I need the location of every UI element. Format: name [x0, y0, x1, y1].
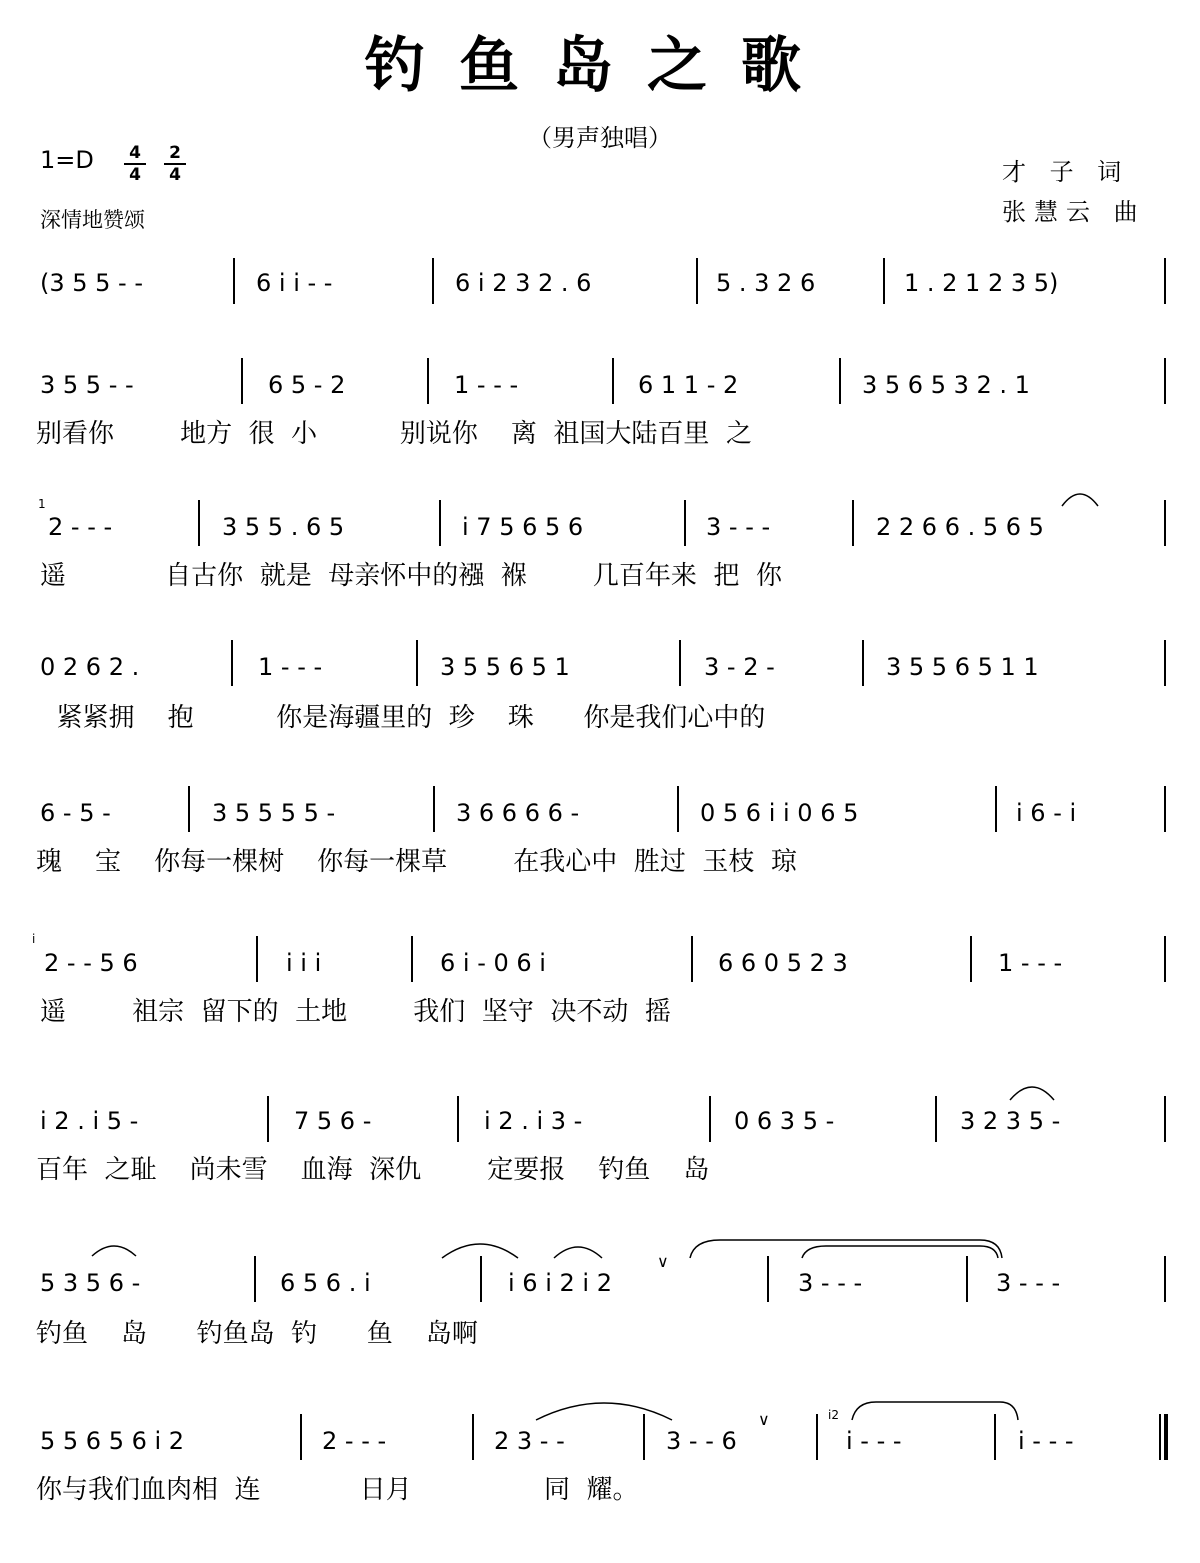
measure: 7 5 6 -: [294, 1107, 372, 1135]
subtitle: （男声独唱）: [528, 124, 672, 152]
slur-marks: [80, 1234, 1020, 1274]
measure: 2 - - 5 6: [44, 949, 138, 977]
slur-marks: [520, 1392, 1040, 1432]
measure: 6 i - 0 6 i: [440, 949, 546, 977]
composer-credit: 张慧云 曲: [1002, 198, 1146, 226]
lyrics-line: 百年 之耻 尚未雪 血海 深仇 定要报 钓鱼 岛: [36, 1155, 710, 1185]
measure: 6 5 6 . i: [280, 1269, 371, 1297]
measure: 6 6 0 5 2 3: [718, 949, 848, 977]
meter1-top: 4: [129, 143, 141, 163]
measure: 6 i i - -: [256, 269, 333, 297]
measure: 5 5 6 5 6 i 2: [40, 1427, 185, 1455]
time-signature-2-4: [164, 144, 186, 184]
measure: 2 3 - -: [494, 1427, 565, 1455]
measure: 1 - - -: [454, 371, 519, 399]
lyrics-line: 紧紧拥 抱 你是海疆里的 珍 珠 你是我们心中的: [40, 703, 766, 733]
measure: 5 3 5 6 -: [40, 1269, 141, 1297]
time-signature-4-4: [124, 144, 146, 184]
measure: 1 - - -: [998, 949, 1063, 977]
measure: i - - -: [1018, 1427, 1074, 1455]
measure: i i i: [286, 949, 322, 977]
measure: 2 - - -: [322, 1427, 387, 1455]
measure: i 2 . i 5 -: [40, 1107, 139, 1135]
measure: (3 5 5 - -: [40, 269, 144, 297]
measure: 3 6 6 6 6 -: [456, 799, 580, 827]
measure: i 7 5 6 5 6: [462, 513, 584, 541]
lyricist-credit: 才 子 词: [1002, 158, 1130, 186]
lyrics-line: 钓鱼 岛 钓鱼岛 钓 鱼 岛啊: [36, 1319, 478, 1349]
grace-note: i2: [828, 1408, 839, 1422]
lyrics-line: 你与我们血肉相 连 日月 同 耀。: [36, 1475, 639, 1505]
meter1-bottom: 4: [129, 165, 141, 185]
measure: 3 5 5 6 5 1: [440, 653, 570, 681]
measure: 3 5 5 6 5 1 1: [886, 653, 1039, 681]
lyrics-line: 别看你 地方 很 小 别说你 离 祖国大陆百里 之: [36, 419, 752, 449]
measure: 6 1 1 - 2: [638, 371, 739, 399]
measure: 3 5 5 - -: [40, 371, 134, 399]
lyrics-line: 遥 祖宗 留下的 土地 我们 坚守 决不动 摇: [40, 997, 671, 1027]
measure: 2 - - -: [48, 513, 113, 541]
measure: i 6 i 2 i 2: [508, 1269, 612, 1297]
breath-mark: ∨: [758, 1410, 770, 1429]
key-signature: 1=D: [40, 146, 94, 174]
tempo-marking: 深情地赞颂: [40, 208, 145, 232]
measure: 3 2 3 5 -: [960, 1107, 1061, 1135]
grace-note: 1: [38, 497, 46, 511]
grace-note: i: [32, 932, 36, 946]
measure: 1 - - -: [258, 653, 323, 681]
meter2-top: 2: [169, 143, 181, 163]
measure: 0 6 3 5 -: [734, 1107, 835, 1135]
measure: i - - -: [846, 1427, 902, 1455]
measure: i 6 - i: [1016, 799, 1077, 827]
measure: 6 i 2 3 2 . 6: [455, 269, 592, 297]
breath-mark: ∨: [657, 1252, 669, 1271]
measure: 3 5 5 . 6 5: [222, 513, 345, 541]
measure: 3 - - -: [798, 1269, 863, 1297]
measure: 3 - 2 -: [704, 653, 775, 681]
measure: 0 5 6 i i 0 6 5: [700, 799, 859, 827]
measure: 3 - - -: [706, 513, 771, 541]
measure: i 2 . i 3 -: [484, 1107, 583, 1135]
measure: 5 . 3 2 6: [716, 269, 816, 297]
measure: 2 2 6 6 . 5 6 5: [876, 513, 1044, 541]
measure: 0 2 6 2 .: [40, 653, 140, 681]
measure: 6 - 5 -: [40, 799, 111, 827]
measure: 3 - - -: [996, 1269, 1061, 1297]
meter2-bottom: 4: [169, 165, 181, 185]
lyrics-line: 瑰 宝 你每一棵树 你每一棵草 在我心中 胜过 玉枝 琼: [36, 847, 797, 877]
slur-mark: [1050, 482, 1110, 512]
measure: 3 5 5 5 5 -: [212, 799, 336, 827]
measure: 1 . 2 1 2 3 5): [904, 269, 1059, 297]
measure: 3 5 6 5 3 2 . 1: [862, 371, 1030, 399]
measure: 3 - - 6: [666, 1427, 737, 1455]
lyrics-line: 遥 自古你 就是 母亲怀中的襁 褓 几百年来 把 你: [40, 561, 782, 591]
measure: 6 5 - 2: [268, 371, 346, 399]
slur-mark: [1000, 1076, 1070, 1106]
song-title: 钓鱼岛之歌: [365, 31, 835, 101]
